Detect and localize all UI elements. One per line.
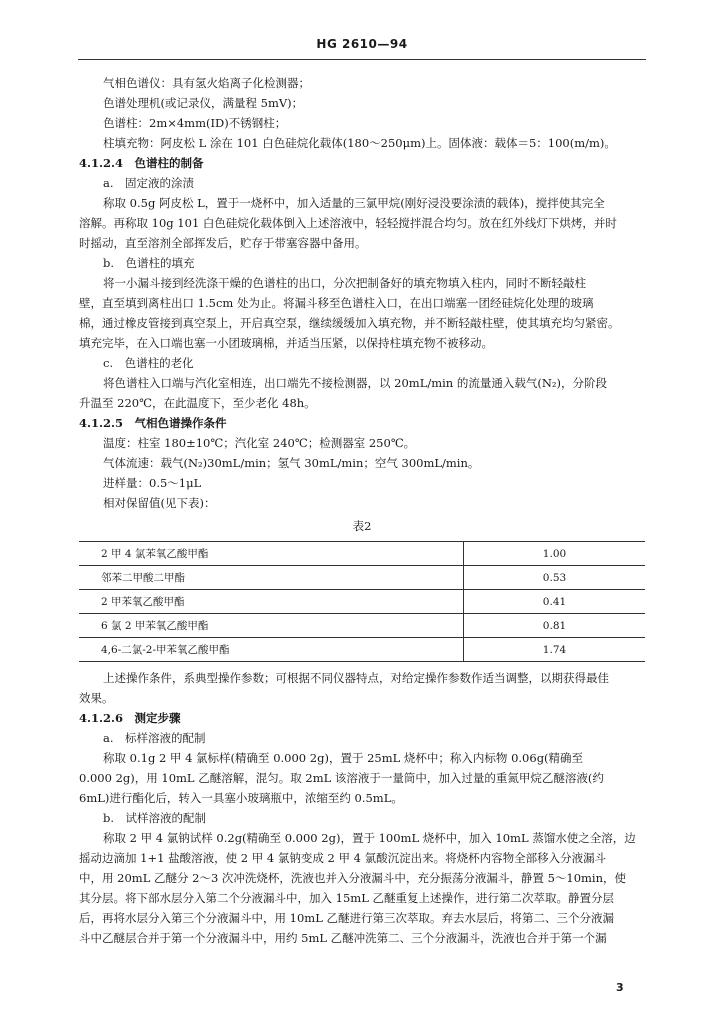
text-line: 将一小漏斗接到经洗涤干燥的色谱柱的出口，分次把制备好的填充物填入柱内，同时不断轻敲柱 [103, 276, 586, 290]
compound-name-cell: 2 甲 4 氯苯氧乙酸甲酯 [79, 542, 464, 566]
text-line: 称取 2 甲 4 氯钠试样 0.2g(精确至 0.000 2g)，置于 100mL 烧杯中，加入 10mL 蒸馏水使之全溶，边 [103, 831, 636, 845]
relative-retention-value-cell: 0.53 [464, 566, 646, 590]
text-line: 壁，直至填到离柱出口 1.5cm 处为止。将漏斗移至色谱柱入口，在出口端塞一团经硅烷化处理的玻璃 [79, 296, 594, 310]
table-row [79, 590, 645, 614]
relative-retention-table [79, 541, 645, 662]
text-line: 摇动边滴加 1+1 盐酸溶液，使 2 甲 4 氯钠变成 2 甲 4 氯酸沉淀出来。将烧杯内容物全部移入分液漏斗 [79, 851, 607, 865]
table-row [79, 614, 645, 638]
text-line: 6mL)进行酯化后，转入一具塞小玻璃瓶中，浓缩至约 0.5mL。 [79, 791, 403, 805]
text-line: 色谱柱：2m×4mm(ID)不锈钢柱； [103, 116, 287, 130]
relative-retention-value-cell: 0.41 [464, 590, 646, 614]
table-row [79, 566, 645, 590]
relative-retention-value-cell: 0.81 [464, 614, 646, 638]
compound-name-cell: 4,6-二氯-2-甲苯氧乙酸甲酯 [79, 638, 464, 662]
text-line: 称取 0.5g 阿皮松 L，置于一烧杯中，加入适量的三氯甲烷(刚好浸没要涂渍的载体)，搅拌使其完全 [103, 196, 605, 210]
section-heading: 4.1.2.5 气相色谱操作条件 [79, 416, 227, 430]
text-line: 进样量：0.5～1μL [103, 476, 202, 490]
standard-code-header: HG 2610—94 [316, 37, 408, 51]
text-line: 效果。 [79, 691, 114, 705]
text-line: a. 标样溶液的配制 [103, 731, 206, 745]
body-bottom-section [79, 668, 645, 948]
text-line: 斗中乙醚层合并于第一个分液漏斗中，用约 5mL 乙醚冲洗第二、三个分液漏斗，洗液也合并于第一个漏 [79, 931, 607, 945]
text-line: c. 色谱柱的老化 [103, 356, 194, 370]
body-top-section [79, 73, 645, 513]
text-line: 后，再将水层分入第三个分液漏斗中，用 10mL 乙醚进行第三次萃取。弃去水层后，将第二、三个分液漏 [79, 911, 614, 925]
text-line: 上述操作条件，系典型操作参数；可根据不同仪器特点，对给定操作参数作适当调整，以期获得最佳 [103, 671, 609, 685]
text-line: 气体流速：载气(N₂)30mL/min；氢气 30mL/min；空气 300mL/min。 [103, 456, 480, 470]
compound-name-cell: 2 甲苯氧乙酸甲酯 [79, 590, 464, 614]
text-line: 温度：柱室 180±10℃；汽化室 240℃；检测器室 250℃。 [103, 436, 416, 450]
compound-name-cell: 邻苯二甲酸二甲酯 [79, 566, 464, 590]
text-line: a. 固定液的涂渍 [103, 176, 195, 190]
text-line: 中，用 20mL 乙醚分 2～3 次冲洗烧杯，洗液也并入分液漏斗中，充分振荡分液漏斗，静置 5～10min，使 [79, 871, 627, 885]
text-line: 0.000 2g)，用 10mL 乙醚溶解，混匀。取 2mL 该溶液于一量筒中，加入过量的重氮甲烷乙醚溶液(约 [79, 771, 604, 785]
section-heading: 4.1.2.4 色谱柱的制备 [79, 156, 204, 170]
text-line: 升温至 220℃，在此温度下，至少老化 48h。 [79, 396, 316, 410]
text-line: b. 色谱柱的填充 [103, 256, 195, 270]
header-divider [78, 59, 646, 60]
text-line: b. 试样溶液的配制 [103, 811, 207, 825]
text-line: 气相色谱仪：具有氢火焰离子化检测器； [103, 76, 310, 90]
text-line: 棉，通过橡皮管接到真空泵上，开启真空泵，继续缓缓加入填充物，并不断轻敲柱壁，使其填充均匀紧密。 [79, 316, 620, 330]
text-line: 相对保留值(见下表)： [103, 496, 216, 510]
text-line: 色谱处理机(或记录仪，满量程 5mV)； [103, 96, 304, 110]
text-line: 时摇动，直至溶剂全部挥发后，贮存于带塞容器中备用。 [79, 236, 367, 250]
text-line: 称取 0.1g 2 甲 4 氯标样(精确至 0.000 2g)，置于 25mL 烧杯中；称入内标物 0.06g(精确至 [103, 751, 584, 765]
text-line: 溶解。再称取 10g 101 白色硅烷化载体倒入上述溶液中，轻轻搅拌混合均匀。放在红外线灯下烘烤，并时 [79, 216, 617, 230]
relative-retention-value-cell: 1.74 [464, 638, 646, 662]
text-line: 将色谱柱入口端与汽化室相连，出口端先不接检测器，以 20mL/min 的流量通入载气(N₂)，分阶段 [103, 376, 607, 390]
text-line: 填充完毕，在入口端也塞一小团玻璃棉，并适当压紧，以保持柱填充物不被移动。 [79, 336, 493, 350]
text-line: 柱填充物：阿皮松 L 涂在 101 白色硅烷化载体(180～250μm)上。固体液：载体＝5：100(m/m)。 [103, 136, 616, 150]
table-caption: 表2 [352, 519, 372, 533]
table-row [79, 542, 645, 566]
relative-retention-value-cell: 1.00 [464, 542, 646, 566]
text-line: 其分层。将下部水层分入第二个分液漏斗中，加入 15mL 乙醚重复上述操作，进行第二次萃取。静置分层 [79, 891, 614, 905]
table-row [79, 638, 645, 662]
document-body [79, 73, 645, 948]
section-heading: 4.1.2.6 测定步骤 [79, 711, 181, 725]
page-number: 3 [616, 981, 624, 994]
compound-name-cell: 6 氯 2 甲苯氧乙酸甲酯 [79, 614, 464, 638]
